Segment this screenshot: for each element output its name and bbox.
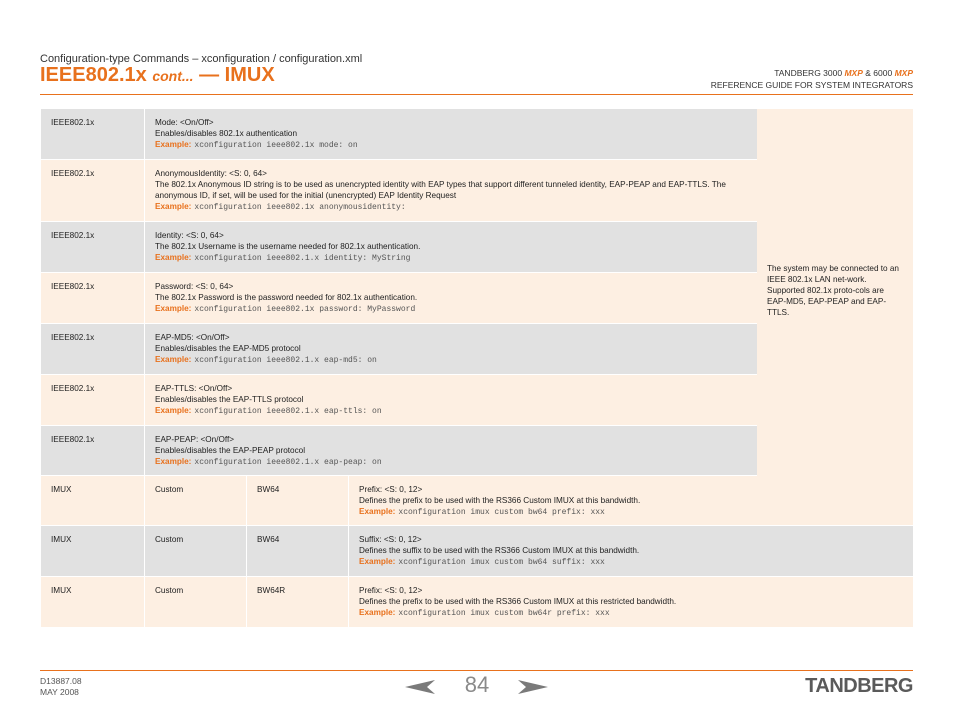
title-tail: — IMUX (199, 64, 275, 86)
example-label: Example: (359, 557, 396, 566)
header-rule (40, 94, 913, 95)
table-row (41, 577, 913, 628)
description-cell (145, 273, 757, 323)
sub2-cell: BW64 (247, 526, 349, 576)
example-code: xconfiguration imux custom bw64 suffix: xxx (398, 558, 605, 567)
table-row (41, 526, 913, 577)
description-cell (349, 476, 913, 525)
param-text: Mode: <On/Off> (155, 118, 214, 127)
example-label: Example: (155, 355, 192, 364)
command-cell: IMUX (41, 476, 145, 525)
product-3000: TANDBERG 3000 (774, 68, 843, 78)
description-cell (145, 324, 757, 374)
example-code: xconfiguration ieee802.1.x identity: MyString (194, 254, 411, 263)
sub1-cell: Custom (145, 526, 247, 576)
command-cell: IEEE802.1x (41, 160, 145, 221)
table-row (41, 160, 757, 222)
example-code: xconfiguration ieee802.1.x eap-peap: on (194, 458, 382, 467)
title-cont: cont... (152, 68, 194, 84)
example-label: Example: (155, 304, 192, 313)
example-label: Example: (359, 608, 396, 617)
example-label: Example: (155, 253, 192, 262)
param-text: AnonymousIdentity: <S: 0, 64> (155, 169, 267, 178)
command-cell: IEEE802.1x (41, 109, 145, 159)
example-label: Example: (155, 202, 192, 211)
example-label: Example: (155, 140, 192, 149)
sub1-cell: Custom (145, 476, 247, 525)
mxp-label: MXP (894, 68, 913, 78)
table-row (41, 324, 757, 375)
desc-text: Defines the prefix to be used with the RS366 Custom IMUX at this bandwidth. (359, 496, 641, 505)
param-text: Suffix: <S: 0, 12> (359, 535, 422, 544)
command-cell: IMUX (41, 577, 145, 627)
command-cell: IMUX (41, 526, 145, 576)
doc-date: MAY 2008 (40, 687, 79, 697)
description-cell (145, 222, 757, 272)
desc-text: Enables/disables the EAP-PEAP protocol (155, 446, 306, 455)
table-row (41, 426, 757, 476)
example-label: Example: (359, 507, 396, 516)
tandberg-logo: TANDBERG (805, 675, 913, 697)
desc-text: The 802.1x Password is the password needed for 802.1x authentication. (155, 293, 418, 302)
example-code: xconfiguration imux custom bw64 prefix: xxx (398, 508, 605, 517)
table-row (41, 375, 757, 426)
title-main: IEEE802.1x (40, 64, 147, 86)
description-cell (145, 426, 757, 475)
description-cell (349, 577, 913, 627)
example-label: Example: (155, 457, 192, 466)
guide-title: REFERENCE GUIDE FOR SYSTEM INTEGRATORS (710, 80, 913, 90)
example-code: xconfiguration ieee802.1.x eap-ttls: on (194, 407, 382, 416)
mxp-label: MXP (844, 68, 863, 78)
desc-text: The 802.1x Username is the username needed for 802.1x authentication. (155, 242, 421, 251)
sub2-cell: BW64 (247, 476, 349, 525)
example-code: xconfiguration ieee802.1x mode: on (194, 141, 358, 150)
next-page-icon[interactable] (518, 680, 548, 694)
table-row (41, 273, 757, 324)
param-text: EAP-TTLS: <On/Off> (155, 384, 233, 393)
table-row (41, 222, 757, 273)
side-note: The system may be connected to an IEEE 802.1x LAN net-work. Supported 802.1x proto-cols are EAP-MD5, EAP-PEAP and EAP-TTLS. (757, 109, 913, 476)
table-row (41, 476, 913, 526)
example-code: xconfiguration ieee802.1x anonymousidentity: (194, 203, 406, 212)
param-text: Prefix: <S: 0, 12> (359, 485, 423, 494)
sub1-cell: Custom (145, 577, 247, 627)
desc-text: Defines the prefix to be used with the RS366 Custom IMUX at this restricted bandwidth. (359, 597, 677, 606)
param-text: EAP-PEAP: <On/Off> (155, 435, 235, 444)
desc-text: Defines the suffix to be used with the RS366 Custom IMUX at this bandwidth. (359, 546, 640, 555)
command-cell: IEEE802.1x (41, 222, 145, 272)
desc-text: The 802.1x Anonymous ID string is to be used as unencrypted identity with EAP types that support different tunneled identity, EAP-PEAP and EAP-TTLS. The anonymous ID, if set, will be used for the initial (unencrypted) EAP Identity Request (155, 180, 726, 200)
command-cell: IEEE802.1x (41, 426, 145, 475)
table-row (41, 109, 757, 160)
sub2-cell: BW64R (247, 577, 349, 627)
footer-rule (40, 670, 913, 671)
example-code: xconfiguration imux custom bw64r prefix: xxx (398, 609, 610, 618)
param-text: Password: <S: 0, 64> (155, 282, 234, 291)
doc-id: D13887.08 (40, 676, 82, 686)
example-code: xconfiguration ieee802.1.x eap-md5: on (194, 356, 377, 365)
description-cell (145, 375, 757, 425)
header-subtitle: Configuration-type Commands – xconfiguration / configuration.xml (40, 53, 363, 65)
product-6000: & 6000 (865, 68, 893, 78)
description-cell (145, 160, 757, 221)
page-title (40, 64, 275, 87)
command-cell: IEEE802.1x (41, 324, 145, 374)
command-cell: IEEE802.1x (41, 273, 145, 323)
example-code: xconfiguration ieee802.1x password: MyPassword (194, 305, 416, 314)
example-label: Example: (155, 406, 192, 415)
page-number: 84 (464, 672, 490, 697)
param-text: Identity: <S: 0, 64> (155, 231, 224, 240)
description-cell (145, 109, 757, 159)
description-cell (349, 526, 913, 576)
param-text: EAP-MD5: <On/Off> (155, 333, 230, 342)
desc-text: Enables/disables 802.1x authentication (155, 129, 298, 138)
desc-text: Enables/disables the EAP-TTLS protocol (155, 395, 304, 404)
desc-text: Enables/disables the EAP-MD5 protocol (155, 344, 301, 353)
command-cell: IEEE802.1x (41, 375, 145, 425)
param-text: Prefix: <S: 0, 12> (359, 586, 423, 595)
header-product (711, 67, 913, 91)
